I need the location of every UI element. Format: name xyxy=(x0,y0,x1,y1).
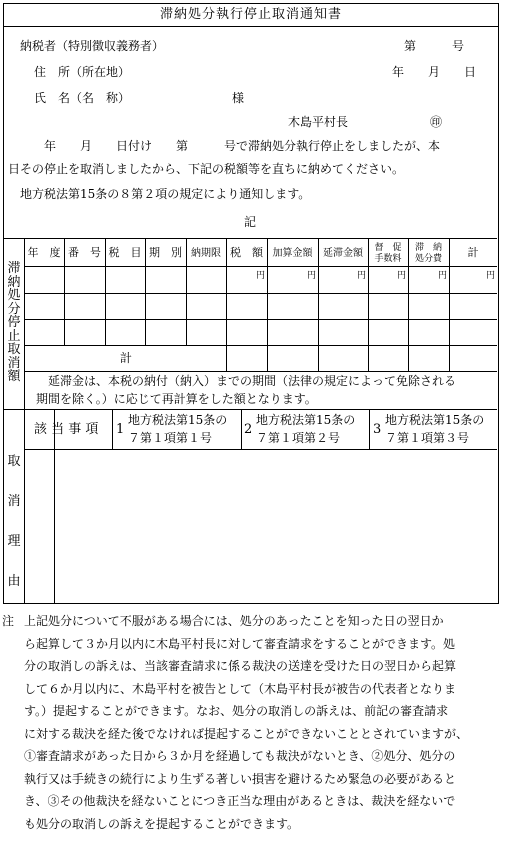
address-label: 住 所（所在地） xyxy=(34,65,131,79)
option-2-number: 2 xyxy=(244,422,253,437)
table-side-label: 滞 納 処 分 停 止 取 消 額 xyxy=(7,261,21,384)
option-3-line2: ７第１項第３号 xyxy=(385,431,470,445)
reason-side-label: 取 消 理 由 xyxy=(7,454,21,589)
honorific: 様 xyxy=(232,91,245,105)
yen-unit: 円 xyxy=(256,271,266,281)
document-number: 第 号 xyxy=(404,39,465,53)
yen-unit: 円 xyxy=(307,271,317,281)
notice-line: す。）提起することができます。なお、処分の取消しの訴えは、前記の審査請求 xyxy=(24,704,449,718)
header-additional: 加算金額 xyxy=(272,248,313,259)
yen-unit: 円 xyxy=(438,271,448,281)
notice-line: 分の取消しの訴えは、当該審査請求に係る裁決の送達を受けた日の翌日から起算 xyxy=(24,659,457,673)
form-title: 滞納処分執行停止取消通知書 xyxy=(4,4,498,27)
header-disposal-cost: 処分費 xyxy=(414,254,442,264)
notice-form xyxy=(3,3,499,604)
option-1-number: 1 xyxy=(116,422,125,437)
notice-line: き、③その他裁決を経ないことにつき正当な理由があるときは、裁決を経ないで xyxy=(24,794,456,808)
body-line-1: 年 月 日付け 第 号で滞納処分執行停止をしましたが、本 xyxy=(20,139,441,153)
header-late-fee: 延滞金額 xyxy=(323,248,363,259)
body-line-3: 地方税法第15条の８第２項の規定により通知します。 xyxy=(20,187,311,201)
ki-heading: 記 xyxy=(244,215,257,229)
option-1-line2: ７第１項第１号 xyxy=(128,431,213,445)
notice-line: 上記処分について不服がある場合には、処分のあったことを知った日の翌日か xyxy=(24,614,444,628)
yen-unit: 円 xyxy=(397,271,407,281)
yen-unit: 円 xyxy=(357,271,367,281)
name-label: 氏 名（名 称） xyxy=(34,91,131,105)
header-period: 期 別 xyxy=(149,246,182,259)
header-tax-item: 税 目 xyxy=(108,246,142,259)
header-due-date: 納期限 xyxy=(191,248,221,259)
option-1-line1: 地方税法第15条の xyxy=(128,413,228,427)
header-tax-amount: 税 額 xyxy=(230,246,263,259)
late-fee-note-1: 延滞金は、本税の納付（納入）までの期間（法律の規定によって免除される xyxy=(48,374,457,388)
notice-line: に対する裁決を経た後でなければ提起することができないこととされていますが、 xyxy=(24,726,469,741)
notice-label: 注 xyxy=(2,614,15,628)
option-3-line1: 地方税法第15条の xyxy=(385,413,485,427)
notice-line: して６か月以内に、木島平村を被告として（木島平村長が被告の代表者となりま xyxy=(24,681,457,696)
header-fiscal-year: 年 度 xyxy=(27,246,61,259)
option-2-line2: ７第１項第２号 xyxy=(256,431,341,445)
option-2-line1: 地方税法第15条の xyxy=(256,413,356,427)
seal-mark: ㊞ xyxy=(430,115,443,129)
option-3-number: 3 xyxy=(373,422,382,437)
body-line-2: 日その停止を取消しましたから、下記の税額等を直ちに納めてください。 xyxy=(8,162,405,176)
yen-unit: 円 xyxy=(486,271,496,281)
taxpayer-label: 納税者（特別徴収義務者） xyxy=(20,39,165,53)
total-row-label: 計 xyxy=(120,351,133,365)
header-reminder-fee: 手数料 xyxy=(374,254,402,264)
notice-line: も処分の取消しの訴えを提起することができます。 xyxy=(24,816,300,831)
header-delinquency: 滞 納 xyxy=(414,243,442,253)
notice-line: ①審査請求があった日から３か月を経過しても裁決がないとき、②処分、処分の xyxy=(24,749,456,763)
header-total: 計 xyxy=(467,246,479,259)
late-fee-note-2: 期間を除く。）に応じて再計算をした額となります。 xyxy=(36,392,317,406)
issuer-name: 木島平村長 xyxy=(288,115,349,129)
applicable-label: 該 当 事 項 xyxy=(34,422,99,437)
notice-line: 執行又は手続きの続行により生ずる著しい損害を避けるため緊急の必要があると xyxy=(24,771,457,786)
issue-date: 年 月 日 xyxy=(392,65,477,79)
header-reminder: 督 促 xyxy=(374,243,402,253)
notice-line: ら起算して３か月以内に木島平村長に対して審査請求をすることができます。処 xyxy=(24,636,456,651)
header-number: 番 号 xyxy=(68,246,101,259)
